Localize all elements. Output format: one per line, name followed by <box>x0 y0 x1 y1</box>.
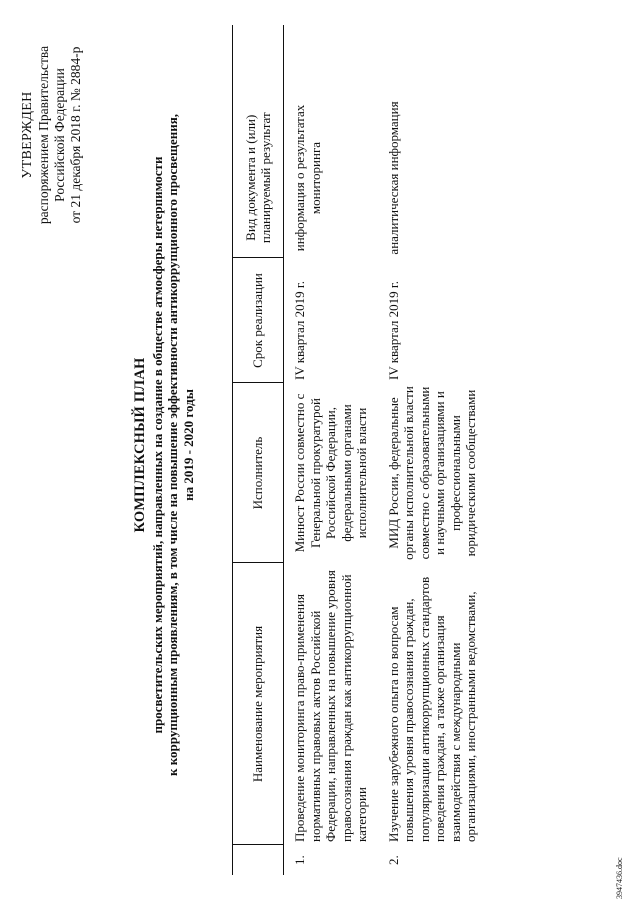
approval-date: от 21 декабря 2018 г. № 2884-р <box>68 46 83 224</box>
approval-line: Российской Федерации <box>52 68 67 202</box>
header-result-line: Вид документа и (или) <box>242 114 258 241</box>
header-executor: Исполнитель <box>233 383 284 563</box>
header-result <box>233 98 284 258</box>
row-deadline: IV квартал 2019 г. <box>292 281 307 380</box>
row-number: 1. <box>292 855 307 865</box>
table-row <box>378 25 487 875</box>
row-result: аналитическая информация <box>385 101 401 255</box>
row-number: 2. <box>385 855 401 865</box>
header-num <box>233 845 284 875</box>
row-deadline: IV квартал 2019 г. <box>385 281 401 380</box>
row-name: Проведение мониторинга право-применения нормативных правовых актов Российской Федерации, направленных на повышение уровня правосознания граждан как антикоррупционной категории <box>292 570 369 842</box>
table-header-row <box>233 25 284 875</box>
approval-line: распоряжением Правительства <box>36 45 51 225</box>
title-line: просветительских мероприятий, направленных на создание в обществе атмосферы нетерпимости <box>149 156 165 734</box>
approval-stamp <box>20 5 84 265</box>
approval-heading: УТВЕРЖДЕН <box>20 91 35 179</box>
header-spacer <box>233 25 284 98</box>
document-title <box>133 35 196 855</box>
table-row <box>284 25 378 875</box>
header-name: Наименование мероприятия <box>233 563 284 845</box>
header-deadline: Срок реализации <box>233 258 284 383</box>
header-result-line: планируемый результат <box>258 112 273 244</box>
row-name: Изучение зарубежного опыта по вопросам повышения уровня правосознания граждан, популяризации антикоррупционных стандартов поведения граждан, а также организация взаимодействия с международными организациями, иностранными ведомствами, <box>385 576 478 842</box>
title-line: на 2019 - 2020 годы <box>180 389 196 501</box>
row-result: информация о результатах мониторинга <box>292 104 323 252</box>
title-line: к коррупционным проявлениям, в том числе на повышение эффективности антикоррупционного просвещения, <box>165 113 180 777</box>
plan-table <box>232 25 487 875</box>
title-main: КОМПЛЕКСНЫЙ ПЛАН <box>132 357 148 533</box>
row-executor: Минюст России совместно с Генеральной прокуратурой Российской Федерации, федеральными органами исполнительной власти <box>292 393 369 553</box>
row-executor: МИД России, федеральные органы исполнительной власти совместно с образовательными и научными организациями и профессиональными юридическими сообществами <box>385 386 478 560</box>
file-code: 3947436.doc <box>615 857 624 899</box>
